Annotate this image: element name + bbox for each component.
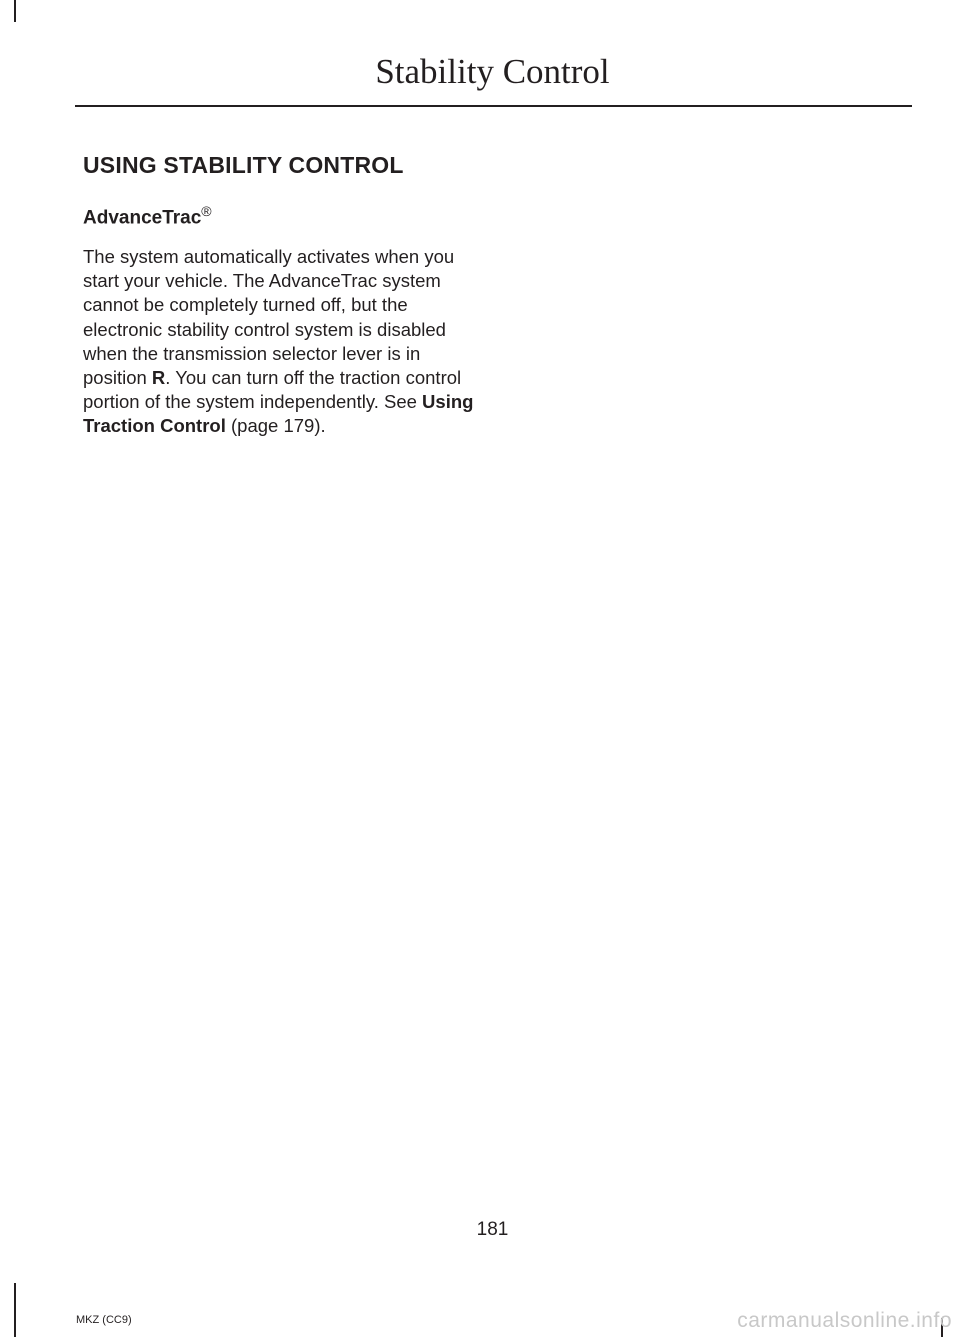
section-heading: USING STABILITY CONTROL — [83, 152, 404, 178]
watermark: carmanualsonline.info — [737, 1309, 952, 1332]
body-text-part-1: The system automatically activates when you start your vehicle. The AdvanceTrac system cannot be completely turned off, but the electronic stability control system is disabled when the transmission selector lever is in position — [83, 246, 455, 389]
running-header-title: Stability Control — [375, 52, 610, 91]
registered-mark: ® — [201, 203, 212, 219]
body-text-part-2: . You can turn off the traction control portion of the system independently. See — [83, 367, 462, 413]
body-paragraph — [83, 245, 478, 439]
sub-heading — [83, 203, 212, 229]
cross-reference-link[interactable]: Using Traction Control — [83, 391, 474, 437]
page-number: 181 — [476, 1219, 509, 1240]
position-letter: R — [151, 367, 166, 389]
crop-mark-top-left — [14, 0, 16, 22]
page-reference: (page 179). — [225, 415, 326, 437]
header-rule — [75, 105, 912, 107]
model-code: MKZ (CC9) — [76, 1314, 132, 1326]
crop-mark-bottom-left — [14, 1283, 16, 1337]
sub-heading-text: AdvanceTrac — [83, 207, 202, 229]
